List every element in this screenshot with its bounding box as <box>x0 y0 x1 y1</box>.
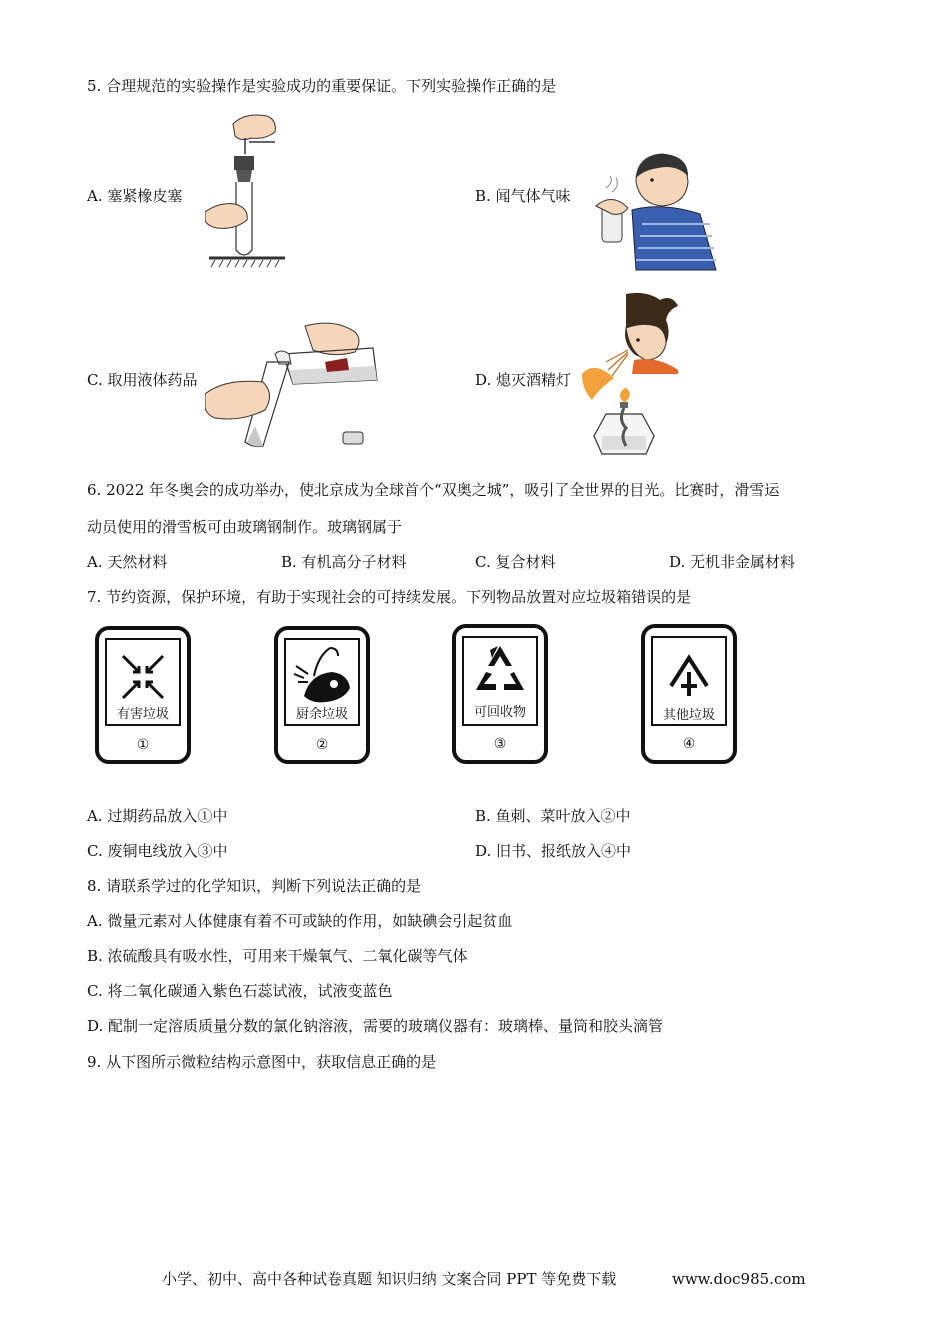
bin-number: ③ <box>493 736 507 752</box>
q6-option-d: D. 无机非金属材料 <box>669 553 796 571</box>
bin-label: 厨余垃圾 <box>295 707 349 722</box>
footer-text: 小学、初中、高中各种试卷真题 知识归纳 文案合同 PPT 等免费下载 <box>162 1270 617 1288</box>
q8-stem: 8. 请联系学过的化学知识，判断下列说法正确的是 <box>87 877 422 895</box>
q7-option-b: B. 鱼刺、菜叶放入②中 <box>475 807 631 825</box>
q9-stem: 9. 从下图所示微粒结构示意图中，获取信息正确的是 <box>87 1053 437 1071</box>
q7-option-d: D. 旧书、报纸放入④中 <box>475 842 632 860</box>
q8-option-b: B. 浓硫酸具有吸水性，可用来干燥氧气、二氧化碳等气体 <box>87 947 468 965</box>
pouring-liquid-illustration <box>205 318 391 450</box>
q6-stem-line-1: 6. 2022 年冬奥会的成功举办，使北京成为全球首个“双奥之城”，吸引了全世界的目光。比赛时，滑雪运 <box>87 481 780 499</box>
q7-option-c: C. 废铜电线放入③中 <box>87 842 228 860</box>
bin-number: ② <box>315 737 329 753</box>
q8-option-c: C. 将二氧化碳通入紫色石蕊试液，试液变蓝色 <box>87 982 393 1000</box>
q5-option-c: C. 取用液体药品 <box>87 371 198 389</box>
q5-stem: 5. 合理规范的实验操作是实验成功的重要保证。下列实验操作正确的是 <box>87 77 557 95</box>
q5-option-a: A. 塞紧橡皮塞 <box>87 187 183 205</box>
q7-stem: 7. 节约资源，保护环境，有助于实现社会的可持续发展。下列物品放置对应垃圾箱错误的是 <box>87 588 692 606</box>
q5-option-d: D. 熄灭酒精灯 <box>475 371 572 389</box>
waste-bin-recyclable <box>452 624 548 766</box>
q5-option-b: B. 闻气体气味 <box>475 187 571 205</box>
q8-option-d: D. 配制一定溶质质量分数的氯化钠溶液，需要的玻璃仪器有：玻璃棒、量筒和胶头滴管 <box>87 1017 664 1035</box>
bin-label: 其他垃圾 <box>662 708 716 723</box>
bin-number: ① <box>136 737 150 753</box>
q6-option-c: C. 复合材料 <box>475 553 556 571</box>
q6-stem-line-2: 动员使用的滑雪板可由玻璃钢制作。玻璃钢属于 <box>87 518 403 536</box>
stopper-insertion-illustration <box>205 112 290 270</box>
blowing-out-lamp-illustration <box>568 290 696 458</box>
waste-bin-hazardous <box>95 626 191 766</box>
bin-label: 可回收物 <box>473 705 527 720</box>
q7-option-a: A. 过期药品放入①中 <box>87 807 228 825</box>
waste-bin-other <box>641 624 737 766</box>
q8-option-a: A. 微量元素对人体健康有着不可或缺的作用，如缺碘会引起贫血 <box>87 912 513 930</box>
footer-url[interactable]: www.doc985.com <box>672 1270 806 1288</box>
bin-number: ④ <box>682 736 696 752</box>
smelling-gas-illustration <box>592 152 720 272</box>
waste-bin-kitchen <box>274 626 370 766</box>
q6-option-b: B. 有机高分子材料 <box>281 553 407 571</box>
bin-label: 有害垃圾 <box>116 707 170 722</box>
q6-option-a: A. 天然材料 <box>87 553 168 571</box>
